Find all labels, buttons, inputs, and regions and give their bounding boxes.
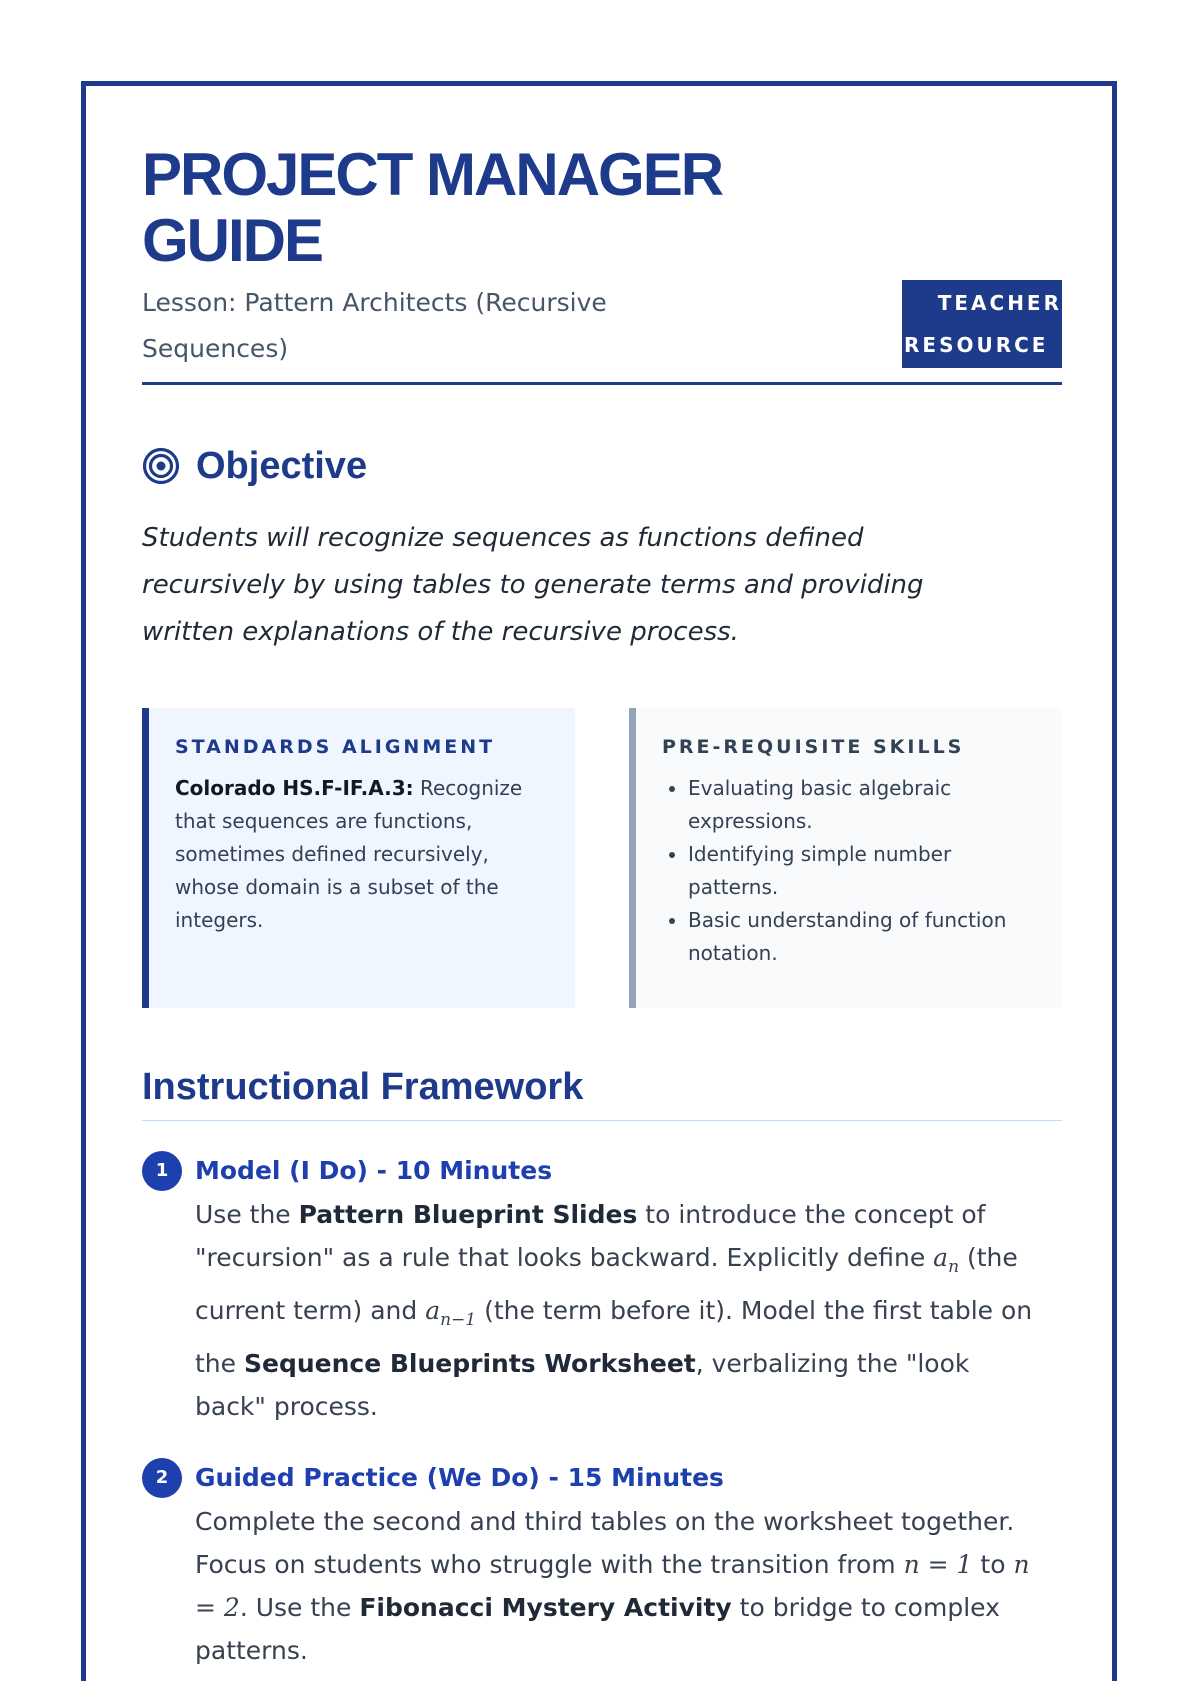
prerequisites-label: PRE-REQUISITE SKILLS xyxy=(662,736,965,758)
step-1 xyxy=(142,1149,1062,1428)
step-body xyxy=(195,1500,1040,1672)
step-text: . Use the xyxy=(239,1593,360,1622)
lesson-subtitle: Lesson: Pattern Architects (Recursive Sequences) xyxy=(142,288,607,363)
objective-heading-row xyxy=(142,443,1062,489)
objective-text: Students will recognize sequences as functions defined recursively by using tables to generate terms and providing written explanations of the recursive process. xyxy=(142,523,924,647)
standards-code: Colorado HS.F-IF.A.3: xyxy=(175,776,414,800)
math-n-equals-1: n = 1 xyxy=(903,1550,973,1579)
info-cards xyxy=(142,708,1062,1008)
page-title xyxy=(142,142,782,274)
math-symbol: a xyxy=(933,1243,949,1272)
step-text: (the term before it). Model the first table on the xyxy=(195,1296,1033,1378)
standards-card xyxy=(142,708,575,1008)
framework-heading: Instructional Framework xyxy=(142,1064,1062,1121)
list-item: • Evaluating basic algebraic expressions. xyxy=(688,772,1036,838)
step-body xyxy=(195,1193,1040,1428)
title-line-1: PROJECT MANAGER xyxy=(142,141,723,208)
list-item: • Identifying simple number patterns. xyxy=(688,838,1036,904)
sequence-blueprints-worksheet-ref: Sequence Blueprints Worksheet xyxy=(243,1349,696,1378)
step-number-badge: 1 xyxy=(142,1151,182,1191)
step-title: Guided Practice (We Do) - 15 Minutes xyxy=(195,1463,724,1492)
math-symbol: a xyxy=(425,1296,441,1325)
standards-text xyxy=(175,772,549,937)
step-text: Use the xyxy=(195,1200,299,1229)
step-title: Model (I Do) - 10 Minutes xyxy=(195,1156,553,1185)
document-page xyxy=(81,81,1117,1681)
math-subscript: n−1 xyxy=(440,1310,477,1330)
math-n-equals-2: n = 2 xyxy=(195,1550,1030,1622)
pattern-blueprint-slides-ref: Pattern Blueprint Slides xyxy=(298,1200,638,1229)
prerequisites-card xyxy=(629,708,1062,1008)
step-text: Complete the second and third tables on the worksheet together. Focus on students who struggle with the transition from xyxy=(195,1507,1015,1579)
standards-label: STANDARDS ALIGNMENT xyxy=(175,736,496,758)
math-subscript: n xyxy=(948,1257,960,1277)
math-a-n xyxy=(933,1243,960,1277)
badge-line-1: TEACHER xyxy=(937,291,1062,315)
step-number-badge: 2 xyxy=(142,1458,182,1498)
step-text: to introduce the concept of "recursion" as a rule that looks backward. Explicitly define xyxy=(195,1200,986,1272)
target-icon xyxy=(142,447,180,485)
math-a-n-minus-1 xyxy=(425,1296,477,1330)
list-item: • Basic understanding of function notation. xyxy=(688,904,1036,970)
objective-heading: Objective xyxy=(196,445,368,487)
subtitle-row xyxy=(142,280,1062,382)
step-text: to xyxy=(972,1550,1014,1579)
step-text: to bridge to complex patterns. xyxy=(195,1593,1000,1665)
step-text: (the current term) and xyxy=(195,1243,1018,1325)
badge-line-2: RESOURCE xyxy=(904,333,1049,357)
header-divider xyxy=(142,382,1062,385)
step-text: , verbalizing the "look back" process. xyxy=(195,1349,970,1421)
step-2 xyxy=(142,1456,1062,1672)
document-content xyxy=(142,142,1062,1672)
teacher-resource-badge xyxy=(902,280,1062,368)
prerequisites-list xyxy=(662,772,1036,970)
fibonacci-mystery-activity-ref: Fibonacci Mystery Activity xyxy=(359,1593,732,1622)
standards-description: Recognize that sequences are functions, sometimes defined recursively, whose domain is a subset of the integers. xyxy=(175,776,523,932)
title-line-2: GUIDE xyxy=(142,207,323,274)
